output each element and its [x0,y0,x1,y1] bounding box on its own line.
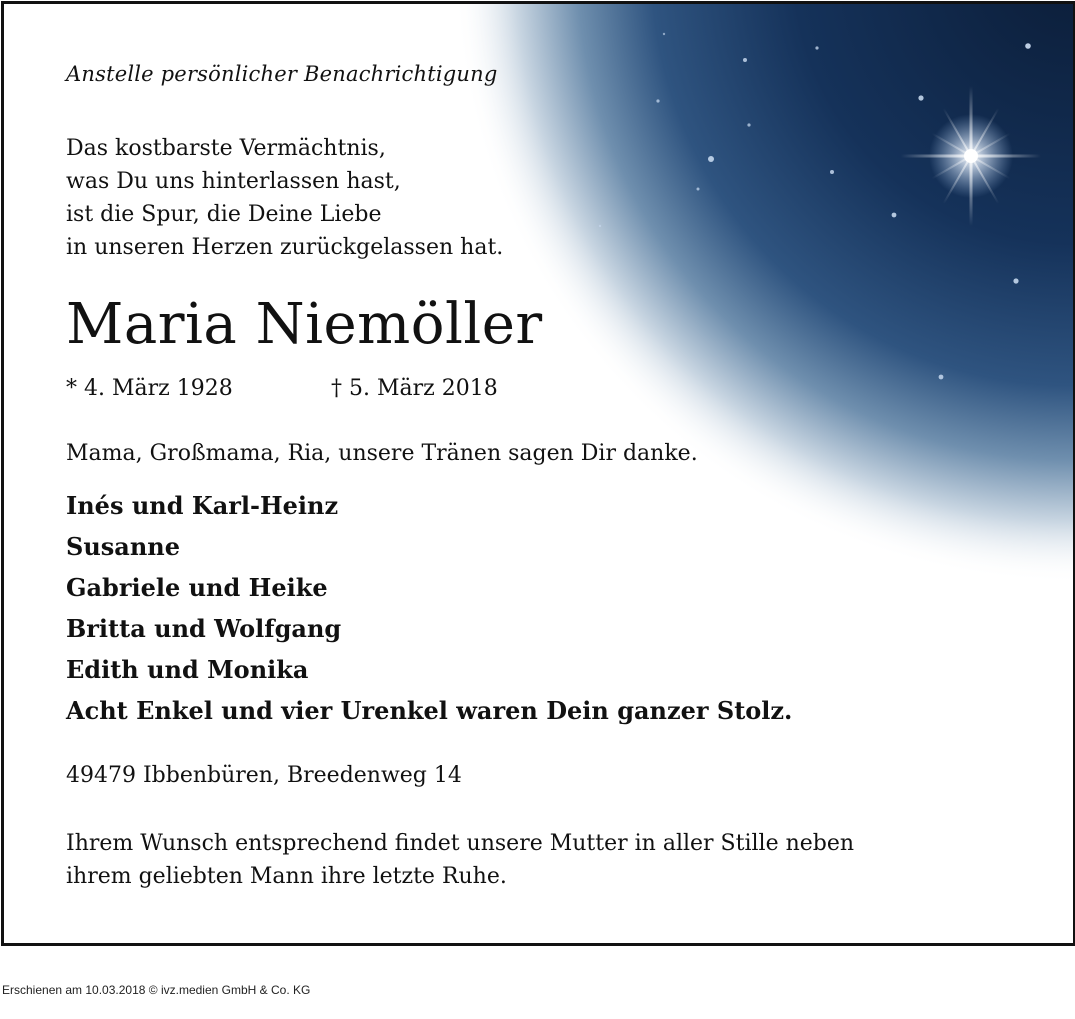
publication-credit: Erschienen am 10.03.2018 © ivz.medien GmbH & Co. KG [2,983,311,997]
mourner-entry: Acht Enkel und vier Urenkel waren Dein ganzer Stolz. [66,696,793,725]
poem-line: was Du uns hinterlassen hast, [66,169,401,194]
mourner-entry: Susanne [66,532,181,561]
closing-text [66,827,854,893]
closing-line: ihrem geliebten Mann ihre letzte Ruhe. [66,864,507,889]
closing-line: Ihrem Wunsch entsprechend findet unsere Mutter in aller Stille neben [66,831,855,856]
mourner-entry: Edith und Monika [66,655,309,684]
birth-date: * 4. März 1928 [66,376,233,401]
poem-line: ist die Spur, die Deine Liebe [66,202,382,227]
mourner-entry: Britta und Wolfgang [66,614,342,643]
mourners-list [66,485,792,731]
thanks-line: Mama, Großmama, Ria, unsere Tränen sagen Dir danke. [66,441,698,466]
poem-line: Das kostbarste Vermächtnis, [66,136,386,161]
poem-line: in unseren Herzen zurückgelassen hat. [66,235,504,260]
death-date: † 5. März 2018 [331,376,498,401]
mourner-entry: Inés und Karl-Heinz [66,491,339,520]
deceased-name: Maria Niemöller [66,292,543,357]
intro-line: Anstelle persönlicher Benachrichtigung [66,62,498,86]
obituary-notice [1,1,1075,946]
address-line: 49479 Ibbenbüren, Breedenweg 14 [66,763,462,788]
mourner-entry: Gabriele und Heike [66,573,328,602]
life-dates [66,376,498,401]
memorial-poem [66,132,503,264]
